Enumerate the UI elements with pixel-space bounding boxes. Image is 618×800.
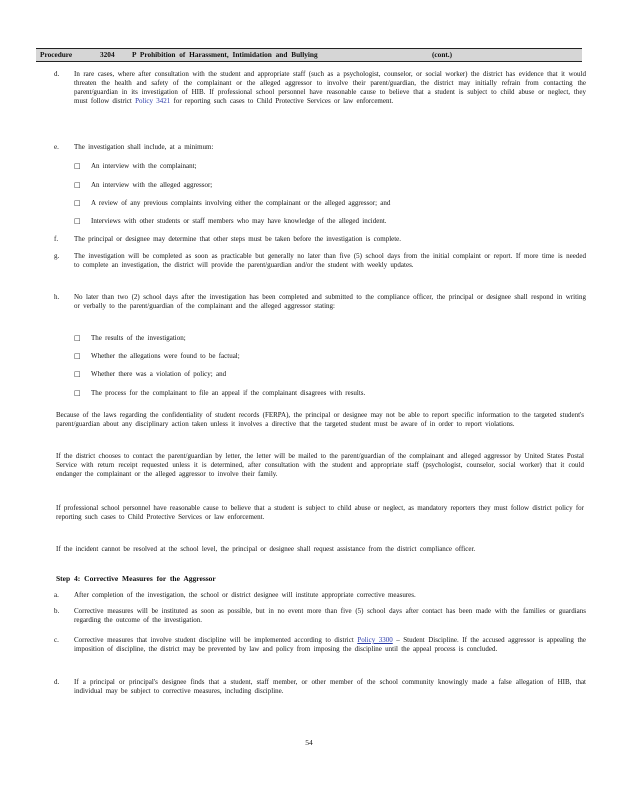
bullet-box-icon: □ bbox=[74, 181, 81, 189]
bullet-box-icon: □ bbox=[74, 352, 81, 360]
bullet-box-icon: □ bbox=[74, 199, 81, 207]
item-label: e. bbox=[54, 143, 59, 151]
paragraph-letter: If the district chooses to contact the parent/guardian by letter, the letter will be mailed to the parent/guardian of the complainant and alleged aggressor by United States Postal Service with return receipt requested unless it is determined, after consultation with the student and appropriate staff (psychologist, counselor, social worker) that it could endanger the complainant or the alleged aggressor to involve their family. bbox=[56, 452, 584, 478]
item-text: If a principal or principal's designee finds that a student, staff member, or other member of the school community knowingly made a false allegation of HIB, that individual may be subject to corrective measures, including discipline. bbox=[74, 678, 586, 695]
item-text: In rare cases, where after consultation with the student and appropriate staff (such as a psychologist, counselor, or social worker) the district has evidence that it would threaten the health and safety of the complainant or the alleged aggressor to involve their parent/guardian, the district may initially refrain from contacting the parent/guardian in its investigation of HIB. If professional school personnel have reasonable cause to believe that a student is subject to child abuse or neglect, they must follow district Policy 3421 for reporting such cases to Child Protective Services or law enforcement. bbox=[74, 70, 586, 105]
bullet-box-icon: □ bbox=[74, 217, 81, 225]
item-label: a. bbox=[54, 591, 59, 599]
item-label: d. bbox=[54, 70, 60, 78]
item-text: The investigation shall include, at a minimum: bbox=[74, 143, 214, 151]
bullet-box-icon: □ bbox=[74, 389, 81, 397]
item-label: h. bbox=[54, 293, 60, 301]
item-label: f. bbox=[54, 235, 59, 243]
page-number: 54 bbox=[305, 738, 313, 747]
item-label: g. bbox=[54, 252, 60, 260]
bullet-box-icon: □ bbox=[74, 162, 81, 170]
procedure-number: 3204 bbox=[100, 50, 115, 59]
bullet-box-icon: □ bbox=[74, 370, 81, 378]
item-text: The investigation will be completed as soon as practicable but generally no later than five (5) school days from the initial complaint or report. If more time is needed to complete an investigation, the district will provide the parent/guardian and/or the student with weekly updates. bbox=[74, 252, 586, 269]
item-text: After completion of the investigation, the school or district designee will institute appropriate corrective measures. bbox=[74, 591, 416, 599]
step4-heading: Step 4: Corrective Measures for the Aggressor bbox=[56, 574, 216, 583]
paragraph-ferpa: Because of the laws regarding the confidentiality of student records (FERPA), the principal or designee may not be able to report specific information to the targeted student's parent/guardian about any disciplinary action taken unless it involves a directive that the targeted student must be aware of in order to report violations. bbox=[56, 411, 584, 428]
policy-3300-link[interactable]: Policy 3300 bbox=[357, 636, 393, 644]
item-text: Corrective measures will be instituted as soon as possible, but in no event more than five (5) school days after contact has been made with the families or guardians regarding the outcome of the investigation. bbox=[74, 607, 586, 624]
policy-3421-link[interactable]: Policy 3421 bbox=[135, 97, 171, 105]
procedure-word: Procedure bbox=[40, 50, 73, 59]
paragraph-unresolved: If the incident cannot be resolved at the school level, the principal or designee shall request assistance from the district compliance officer. bbox=[56, 545, 476, 553]
procedure-title: P Prohibition of Harassment, Intimidation and Bullying bbox=[132, 50, 318, 59]
bullet-box-icon: □ bbox=[74, 334, 81, 342]
procedure-header bbox=[36, 48, 582, 62]
item-text: The principal or designee may determine that other steps must be taken before the investigation is complete. bbox=[74, 235, 402, 243]
document-page: Procedure 3204 P Prohibition of Harassment, Intimidation and Bullying (cont.) d. In rare cases, where after consultation with the student and appropriate staff (such as a psychologist, counselor, or social worker) the district has evidence that it would threaten the health and safety of the complainant or the alleged aggressor to involve their parent/guardian, the district may initially refrain from contacting the parent/guardian in its investigation of HIB. If professional school personnel have reasonable cause to believe that a student is subject to child abuse or neglect, they must follow district Policy 3421 for reporting such cases to Child Protective Services or law enforcement. e. The investigation shall include, at a minimum: □ An interview with the complainant; □ An interview with the alleged aggressor; □ A review of any previous complaints involving either the complainant or the alleged aggressor; and □ Interviews with other students or staff members who may have knowledge of the alleged incident. f. The principal or designee may determine that other steps must be taken before the investigation is complete. g. The investigation will be completed as soon as practicable but generally no later than five (5) school days from the initial complaint or report. If more time is needed to complete an investigation, the district will provide the parent/guardian and/or the student with weekly updates. h. No later than two (2) school days after the investigation has been completed and submitted to the compliance officer, the principal or designee shall respond in writing or verbally to the parent/guardian of the complainant and the alleged aggressor stating: □ The results of the investigation; □ Whether the allegations were found to be factual; □ Whether there was a violation of policy; and □ The process for the complainant to file an appeal if the complainant disagrees with results. Because of the laws regarding the confidentiality of student records (FERPA), the principal or designee may not be able to report specific information to the targeted student's parent/guardian about any disciplinary action taken unless it involves a directive that the targeted student must be aware of in order to report violations. If the district chooses to contact the parent/guardian by letter, the letter will be mailed to the parent/guardian of the complainant and alleged aggressor by United States Postal Service with return receipt requested unless it is determined, after consultation with the student and appropriate staff (psychologist, counselor, social worker) that it could endanger the complainant or the alleged aggressor to involve their family. If professional school personnel have reasonable cause to believe that a student is subject to child abuse or neglect, as mandatory reporters they must follow district policy for reporting such cases to Child Protective Services or law enforcement. If the incident cannot be resolved at the school level, the principal or designee shall request assistance from the district compliance officer. Step 4: Corrective Measures for the Aggressor a. After completion of the investigation, the school or district designee will institute appropriate corrective measures. b. Corrective measures will be instituted as soon as possible, but in no event more than five (5) school days after contact has been made with the families or guardians regarding the outcome of the investigation. c. Corrective measures that involve student discipline will be implemented according to district Policy 3300 – Student Discipline. If the accused aggressor is appealing the imposition of discipline, the district may be prevented by law and policy from imposing the discipline until the appeal process is concluded. d. If a principal or principal's designee finds that a student, staff member, or other member of the school community knowingly made a false allegation of HIB, that individual may be subject to corrective measures, including discipline. 54 bbox=[0, 0, 618, 800]
item-label: b. bbox=[54, 607, 60, 615]
procedure-cont: (cont.) bbox=[432, 50, 453, 59]
item-text: Corrective measures that involve student discipline will be implemented according to district Policy 3300 – Student Discipline. If the accused aggressor is appealing the imposition of discipline, the district may be prevented by law and policy from imposing the discipline until the appeal process is concluded. bbox=[74, 636, 586, 653]
paragraph-abuse: If professional school personnel have reasonable cause to believe that a student is subject to child abuse or neglect, as mandatory reporters they must follow district policy for reporting such cases to Child Protective Services or law enforcement. bbox=[56, 504, 584, 521]
item-label: c. bbox=[54, 636, 59, 644]
item-text: No later than two (2) school days after the investigation has been completed and submitted to the compliance officer, the principal or designee shall respond in writing or verbally to the parent/guardian of the complainant and the alleged aggressor stating: bbox=[74, 293, 586, 310]
item-label: d. bbox=[54, 678, 60, 686]
